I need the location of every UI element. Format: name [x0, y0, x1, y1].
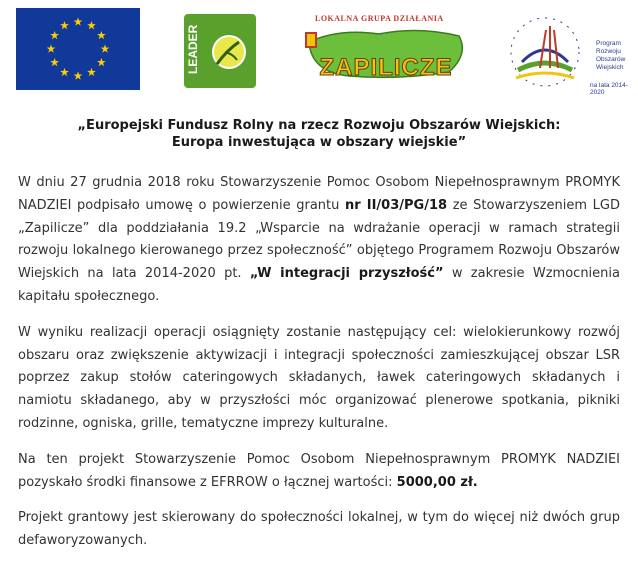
lgd-name: ZAPILICZE: [319, 54, 453, 81]
eu-flag-icon: [16, 8, 140, 90]
paragraph-goal: W wyniku realizacji operacji osiągnięty zostanie następujący cel: wielokierunkowy rozwój obszaru oraz zwiększenie aktywizacji i integracji społeczności zamieszkującej obszar LSR poprzez zakup stołów cateringowych składanych, ławek cateringowych składanych i namiotu składanego, aby w przyszłości móc organizować plenerowe spotkania, pikniki rodzinne, ogniska, grille, tematyczne imprezy kulturalne.: [18, 324, 620, 431]
funding-amount: 5000,00 zł.: [396, 474, 478, 490]
heading-line-1: „Europejski Fundusz Rolny na rzecz Rozwoju Obszarów Wiejskich:: [77, 118, 561, 133]
paragraph-text: Na ten projekt Stowarzyszenie Pomoc Osobom Niepełnosprawnym PROMYK NADZIEI pozyskało środki finansowe z EFRROW o łącznej wartości:: [18, 451, 620, 490]
prow-line: Program: [596, 40, 621, 47]
paragraph-agreement: [18, 172, 620, 309]
heading-line-2: Europa inwestująca w obszary wiejskie”: [171, 135, 467, 150]
grant-number: nr II/03/PG/18: [345, 197, 448, 213]
prow-line: Obszarów: [596, 56, 626, 63]
leader-label: LEADER: [186, 24, 200, 74]
prow-years: na lata 2014-2020: [590, 82, 628, 96]
paragraph-funding: [18, 449, 620, 495]
project-title: „W integracji przyszłość”: [249, 266, 444, 282]
paragraph-text: W dniu 27 grudnia 2018 roku Stowarzyszenie Pomoc Osobom Niepełnosprawnym PROMYK NADZIEI podpisało umowę o powierzenie grantu: [18, 175, 620, 213]
document-body: [18, 172, 620, 566]
prow-line: Rozwoju: [596, 48, 621, 55]
paragraph-target: Projekt grantowy jest skierowany do społeczności lokalnej, w tym do więcej niż dwóch grup defaworyzowanych.: [18, 510, 620, 549]
lgd-zapilicze-logo: [299, 14, 473, 86]
logos-bar: [0, 0, 638, 100]
leader-logo: [181, 12, 259, 90]
prow-logo: [500, 12, 635, 96]
prow-line: Wiejskich: [596, 64, 624, 71]
paragraph-text: ze Stowarzyszeniem LGD „Zapilicze” dla poddziałania 19.2 „Wsparcie na wdrażanie operacji w ramach strategii rozwoju lokalnego kierowanego przez społeczność” objętego Programem Rozwoju Obszarów Wiejskich na lata 2014-2020 pt.: [18, 197, 620, 282]
page-heading: [0, 117, 638, 151]
lgd-top-label: LOKALNA GRUPA DZIAŁANIA: [315, 14, 444, 23]
paragraph-text: w zakresie Wzmocnienia kapitału społecznego.: [18, 266, 620, 304]
prow-text: [596, 40, 636, 72]
